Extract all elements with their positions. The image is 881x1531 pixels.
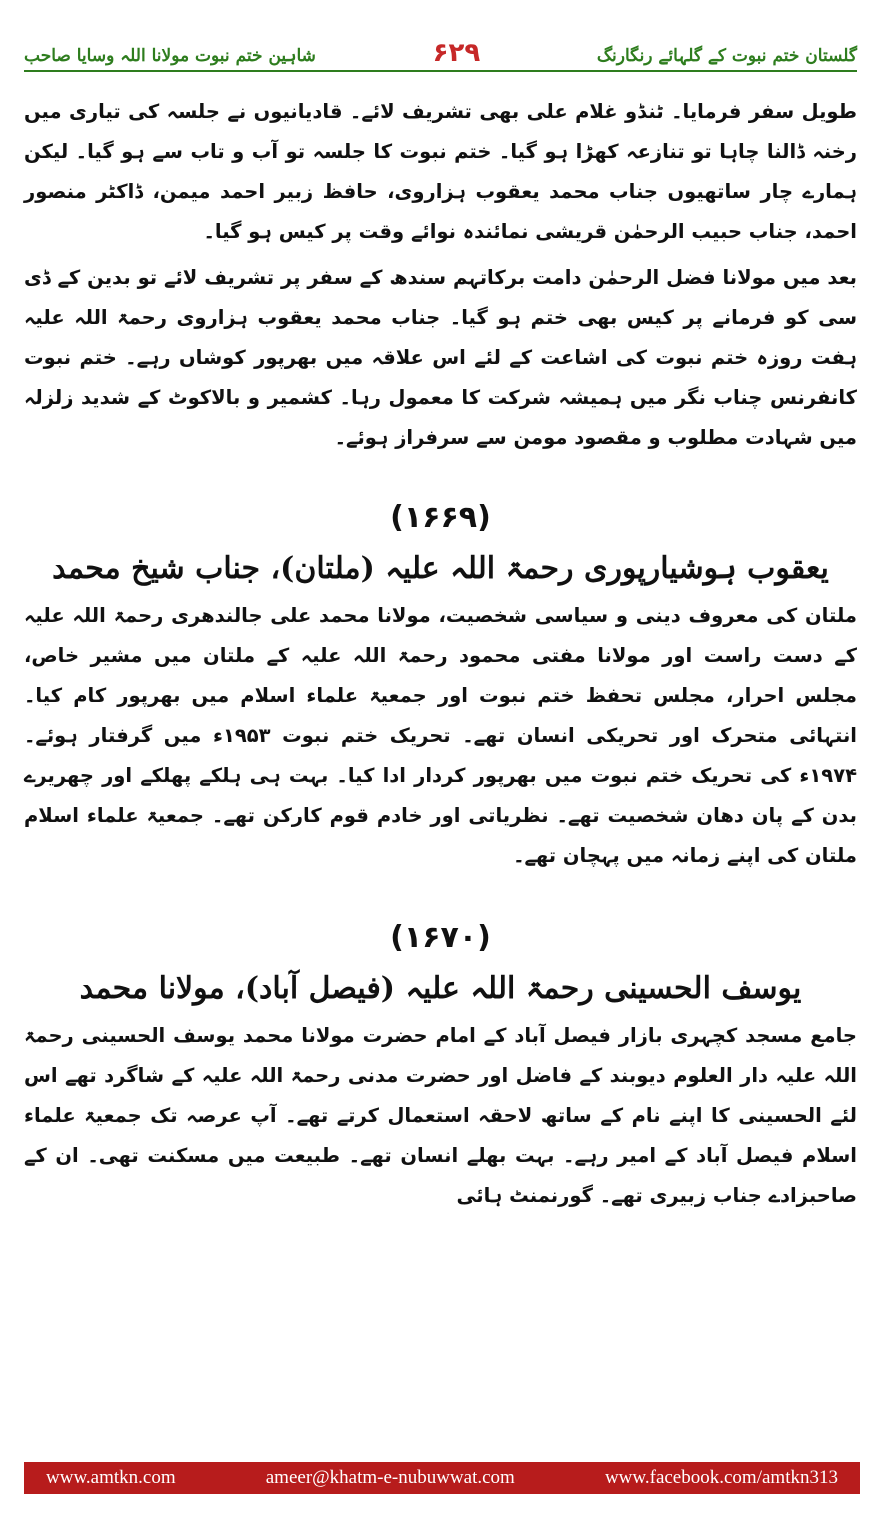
entry-1670: [24, 914, 857, 1216]
entry-body: جامع مسجد کچہری بازار فیصل آباد کے امام حضرت مولانا محمد یوسف الحسینی رحمۃ اللہ علیہ دار العلوم دیوبند کے فاضل اور حضرت مدنی رحمۃ اللہ علیہ کے شاگرد تھے اس لئے الحسینی کا اپنے نام کے ساتھ لاحقہ استعمال کرتے تھے۔ آپ عرصہ تک جمعیۃ علماء اسلام فیصل آباد کے امیر رہے۔ بہت بھلے انسان تھے۔ طبیعت میں مسکنت تھی۔ ان کے صاحبزادے جناب زبیری تھے۔ گورنمنٹ ہائی: [24, 1024, 857, 1207]
entry-number: (۱۶۷۰): [390, 920, 491, 955]
page-body: [24, 92, 857, 1216]
header-left-title: شاہین ختم نبوت مولانا اللہ وسایا صاحب: [24, 46, 316, 66]
entry-number: (۱۶۶۹): [390, 500, 491, 535]
intro-paragraph-1: طویل سفر فرمایا۔ ٹنڈو غلام علی بھی تشریف لائے۔ قادیانیوں نے جلسہ کی تیاری میں رخنہ ڈالنا چاہا تو تنازعہ کھڑا ہو گیا۔ ختم نبوت کا جلسہ تو آب و تاب سے ہو گیا۔ لیکن ہمارے چار ساتھیوں جناب محمد یعقوب ہزاروی، حافظ زبیر احمد میمن، ڈاکٹر منصور احمد، جناب حبیب الرحمٰن قریشی نمائندہ نوائے وقت پر کیس ہو گیا۔: [24, 100, 858, 243]
entry-title: یعقوب ہوشیارپوری رحمۃ اللہ علیہ (ملتان)، جناب شیخ محمد: [52, 551, 829, 586]
entry-body: ملتان کی معروف دینی و سیاسی شخصیت، مولانا محمد علی جالندھری رحمۃ اللہ علیہ کے دست راست اور مولانا مفتی محمود رحمۃ اللہ علیہ کے ملتان میں مشیر خاص، مجلس احرار، مجلس تحفظ ختم نبوت اور جمعیۃ علماء اسلام میں بھرپور کام کیا۔ انتہائی متحرک اور تحریکی انسان تھے۔ تحریک ختم نبوت ۱۹۵۳ء میں گرفتار ہوئے۔ ۱۹۷۴ء کی تحریک ختم نبوت میں بھرپور کردار ادا کیا۔ بہت ہی ہلکے پھلکے اور چھریرے بدن کے پان دھان شخصیت تھے۔ نظریاتی اور خادم قوم کارکن تھے۔ جمعیۃ علماء اسلام ملتان کی اپنے زمانہ میں پہچان تھے۔: [24, 604, 857, 867]
footer-email-link[interactable]: ameer@khatm-e-nubuwwat.com: [265, 1467, 515, 1488]
entry-1669: [24, 494, 857, 876]
footer-facebook-link[interactable]: www.facebook.com/amtkn313: [604, 1467, 838, 1488]
entry-title: یوسف الحسینی رحمۃ اللہ علیہ (فیصل آباد)، مولانا محمد: [79, 971, 802, 1006]
intro-paragraph-2: بعد میں مولانا فضل الرحمٰن دامت برکاتہم سندھ کے سفر پر تشریف لائے تو بدین کے ڈی سی کو فرمانے پر کیس بھی ختم ہو گیا۔ جناب محمد یعقوب ہزاروی رحمۃ اللہ علیہ ہفت روزہ ختم نبوت کی اشاعت کے لئے اس علاقہ میں بھرپور کوشاں رہے۔ ختم نبوت کانفرنس چناب نگر میں ہمیشہ شرکت کا معمول رہا۔ کشمیر و بالاکوٹ کے شدید زلزلہ میں شہادت مطلوب و مقصود مومن سے سرفراز ہوئے۔: [24, 266, 857, 449]
footer-bar: [24, 1462, 860, 1494]
footer-website-link[interactable]: www.amtkn.com: [46, 1467, 176, 1488]
header-divider: [24, 70, 857, 72]
page-header: [24, 22, 857, 66]
header-right-title: گلستان ختم نبوت کے گلہائے رنگارنگ: [596, 46, 857, 66]
page-number: ۶۲۹: [432, 38, 481, 68]
